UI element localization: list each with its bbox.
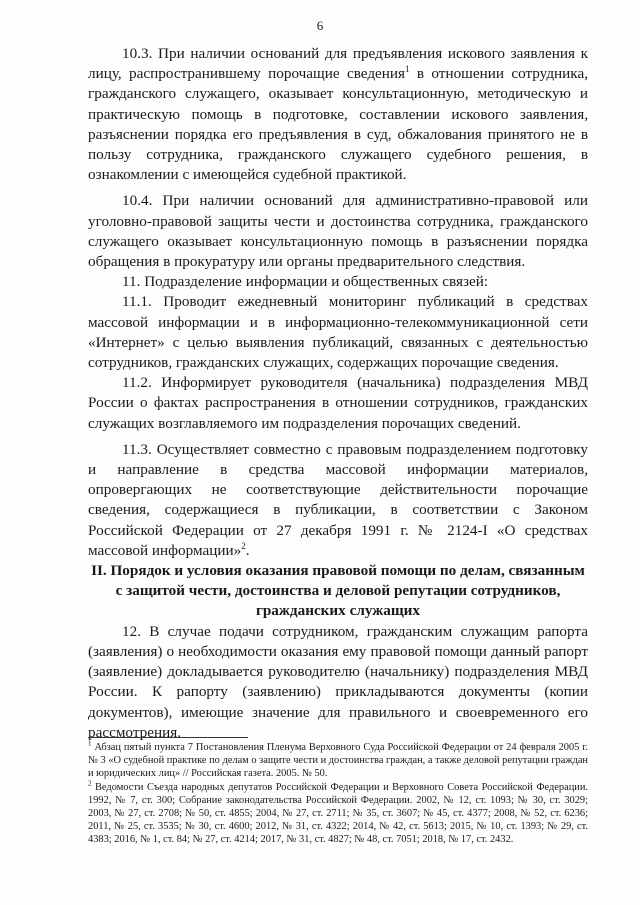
paragraph-10-3: 10.3. При наличии оснований для предъявления искового заявления к лицу, распространившему порочащие сведения$^1$ в отношении сотрудника, гражданского служащего, оказывает консультационную, методическую и практическую помощь в подготовке, составлении искового заявления, разъяснении порядка его предъявления в суд, обжалования принятого не в пользу сотрудника, гражданского служащего судебного решения, в ознакомлении с имеющейся судебной практикой. (88, 45, 588, 184)
page-number: 6 (316, 18, 324, 33)
footnote-marker: 1 (88, 739, 92, 748)
paragraph-11-1: 11.1. Проводит ежедневный мониторинг публикаций в средствах массовой информации и в информационно-телекоммуникационной сети «Интернет» с целью выявления публикаций, связанных с деятельностью сотрудников, гражданских служащих, содержащих порочащие сведения. (88, 293, 588, 372)
paragraph-12: 12. В случае подачи сотрудником, гражданским служащим рапорта (заявления) о необходимости оказания ему правовой помощи данный рапорт (заявление) докладывается руководителю (начальнику) подразделения МВД России. К рапорту (заявлению) прикладываются документы (копии документов), имеющие значение для правильного и своевременного его рассмотрения. (88, 622, 588, 741)
paragraph-10-4: 10.4. При наличии оснований для административно-правовой или уголовно-правовой защиты чести и достоинства сотрудника, гражданского служащего оказывает консультационную помощь в разъяснении порядка обращения в прокуратуру или органы предварительного следствия. (88, 192, 588, 271)
paragraph-11-2: 11.2. Информирует руководителя (начальника) подразделения МВД России о фактах распространения в отношении сотрудников, гражданских служащих возглавляемого им подразделения порочащих сведений. (88, 374, 588, 432)
footnote-ref-1[interactable]: 1 (405, 64, 410, 75)
footnote-divider (88, 737, 248, 738)
footnote-marker: 2 (88, 779, 92, 788)
footnotes (88, 737, 588, 847)
paragraph-11-3: 11.3. Осуществляет совместно с правовым подразделением подготовку и направление в средства массовой информации материалов, опровергающих не соответствующие действительности порочащие сведения, содержащиеся в публикации, в соответствии с Законом Российской Федерации от 27 декабря 1991 г. № 2124-I «О средствах массовой информации»$^2$. (88, 440, 588, 559)
paragraph-11: 11. Подразделение информации и общественных связей: (122, 273, 489, 291)
document-body (88, 44, 588, 743)
footnote-2: $^2$ Ведомости Съезда народных депутатов Российской Федерации и Верховного Совета Российской Федерации. 1992, № 7, ст. 300; Собрание законодательства Российской Федерации. 2002, № 12, ст. 1093; № 30, ст. 3029; 2003, № 27, ст. 2708; № 50, ст. 4855; 2004, № 27, ст. 2711; № 35, ст. 3607; № 45, ст. 4377; 2008, № 52, ст. 6236; 2011, № 25, ст. 3535; № 30, ст. 4600; 2012, № 31, ст. 4322; 2014, № 42, ст. 5613; 2015, № 10, ст. 1393; № 29, ст. 4383; 2016, № 1, ст. 84; № 27, ст. 4214; 2017, № 31, ст. 4827; № 48, ст. 7051; 2018, № 17, ст. 2432. (88, 779, 588, 846)
footnote-1: $^1$ Абзац пятый пункта 7 Постановления Пленума Верховного Суда Российской Федерации от 24 февраля 2005 г. № 3 «О судебной практике по делам о защите чести и достоинства граждан, а также деловой репутации граждан и юридических лиц» // Российская газета. 2005. № 50. (88, 739, 588, 780)
section-title: II. Порядок и условия оказания правовой помощи по делам, связанным с защитой чести, достоинства и деловой репутации сотрудников, гражданских служащих (91, 562, 585, 620)
footnote-ref-2[interactable]: 2 (241, 540, 246, 551)
